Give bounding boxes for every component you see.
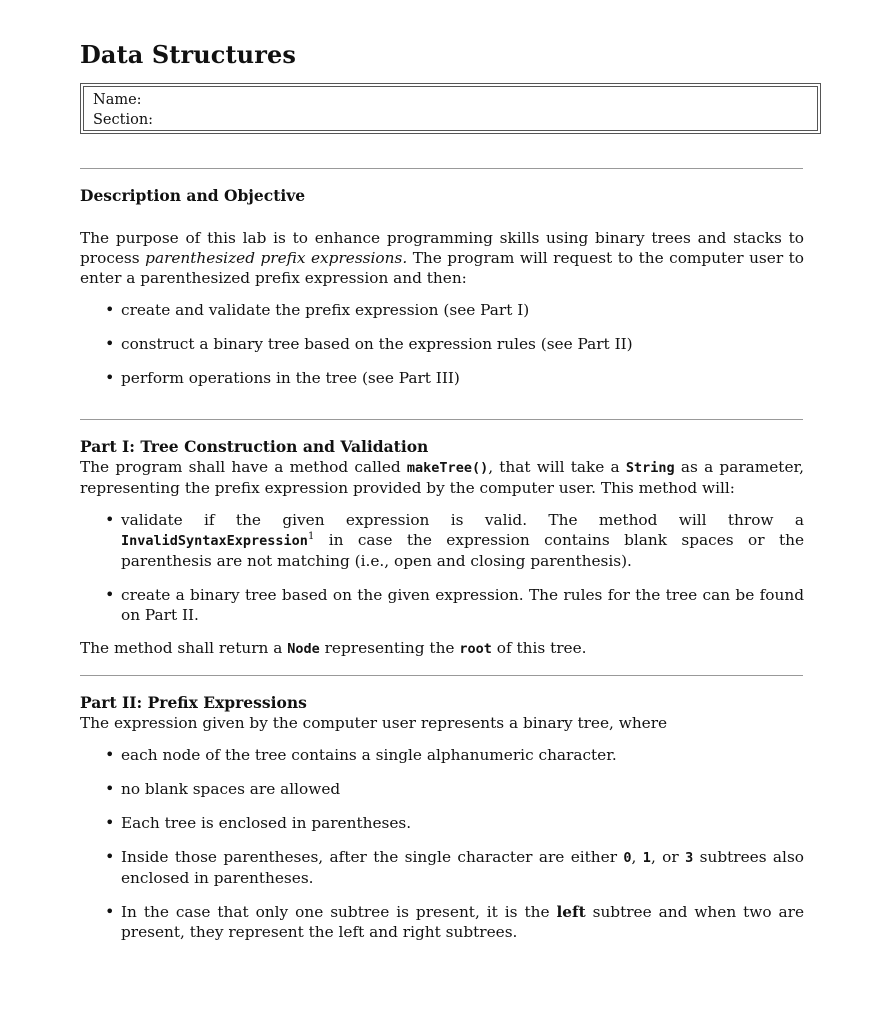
part2-bullet4-sep-2: , or bbox=[650, 848, 686, 866]
list-item: • perform operations in the tree (see Part III) bbox=[80, 368, 804, 388]
part1-section bbox=[80, 437, 804, 659]
part2-bullet5-text-2: subtree and when two are present, they represent the left and right subtrees. bbox=[121, 903, 805, 941]
part2-bullet4-text-2: subtrees also enclosed in parentheses. bbox=[121, 848, 805, 887]
part2-intro: The expression given by the computer user represents a binary tree, where bbox=[80, 714, 668, 732]
part1-return bbox=[80, 638, 804, 659]
part2-heading: Part II: Prefix Expressions bbox=[80, 693, 307, 712]
part1-intro bbox=[80, 457, 804, 498]
code-invalidsyntaxexpression: InvalidSyntaxExpression bbox=[121, 533, 308, 549]
part1-intro-text-3: as a parameter, representing the prefix expression provided by the computer user. This method will: bbox=[80, 458, 804, 497]
list-item bbox=[80, 847, 804, 888]
list-item: • each node of the tree contains a single alphanumeric character. bbox=[80, 745, 804, 765]
description-paragraph bbox=[80, 228, 804, 288]
part1-intro-text-2: , that will take a bbox=[488, 458, 626, 476]
code-zero: 0 bbox=[623, 850, 632, 866]
divider-3 bbox=[80, 675, 803, 676]
part1-intro-text-1: The program shall have a method called bbox=[80, 458, 407, 476]
description-emphasis: parenthesized prefix expressions. bbox=[145, 249, 408, 267]
code-root: root bbox=[459, 641, 492, 657]
part1-bullet1-text-1: validate if the given expression is valid. The method will throw a bbox=[121, 511, 804, 529]
divider-1 bbox=[80, 168, 803, 169]
part1-bullet-list bbox=[80, 510, 804, 625]
code-maketree: makeTree() bbox=[406, 460, 489, 476]
description-text-2: The program will request to the computer user to enter a parenthesized prefix expression and then: bbox=[80, 249, 804, 287]
code-node: Node bbox=[287, 641, 320, 657]
part2-bullet5-text-1: In the case that only one subtree is present, it is the bbox=[121, 903, 557, 921]
description-section bbox=[80, 186, 804, 388]
page-title: Data Structures bbox=[80, 40, 296, 69]
part2-bullet4-sep-1: , bbox=[631, 848, 643, 866]
part1-return-text-3: of this tree. bbox=[491, 639, 587, 657]
code-one: 1 bbox=[642, 850, 651, 866]
list-item: • Each tree is enclosed in parentheses. bbox=[80, 813, 804, 833]
code-three: 3 bbox=[685, 850, 694, 866]
list-item bbox=[80, 510, 804, 571]
list-item: • create a binary tree based on the given expression. The rules for the tree can be found on Part II. bbox=[80, 585, 804, 625]
list-item: • construct a binary tree based on the expression rules (see Part II) bbox=[80, 334, 804, 354]
code-string: String bbox=[625, 460, 675, 476]
part2-bullet-list bbox=[80, 745, 804, 942]
part2-bullet4-text-1: Inside those parentheses, after the single character are either bbox=[121, 848, 624, 866]
part1-return-text-2: representing the bbox=[319, 639, 460, 657]
name-section-box bbox=[80, 83, 821, 134]
list-item: • no blank spaces are allowed bbox=[80, 779, 804, 799]
name-section-box-inner bbox=[83, 86, 818, 131]
part1-heading: Part I: Tree Construction and Validation bbox=[80, 437, 429, 456]
part1-bullet1-text-2: in case the expression contains blank spaces or the parenthesis are not matching (i.e., open and closing parenthesis). bbox=[121, 531, 804, 570]
list-item bbox=[80, 902, 804, 942]
divider-2 bbox=[80, 419, 803, 420]
description-bullet-list bbox=[80, 300, 804, 388]
footnote-marker: 1 bbox=[307, 530, 315, 542]
description-heading: Description and Objective bbox=[80, 186, 306, 205]
part1-return-text-1: The method shall return a bbox=[80, 639, 288, 657]
name-label: Name: bbox=[93, 92, 142, 108]
part2-bullet5-bold: left bbox=[556, 903, 586, 921]
description-text-1: The purpose of this lab is to enhance programming skills using binary trees and stacks to process bbox=[80, 229, 804, 267]
section-label: Section: bbox=[93, 112, 154, 128]
part2-section bbox=[80, 693, 804, 942]
list-item: • create and validate the prefix expression (see Part I) bbox=[80, 300, 804, 320]
